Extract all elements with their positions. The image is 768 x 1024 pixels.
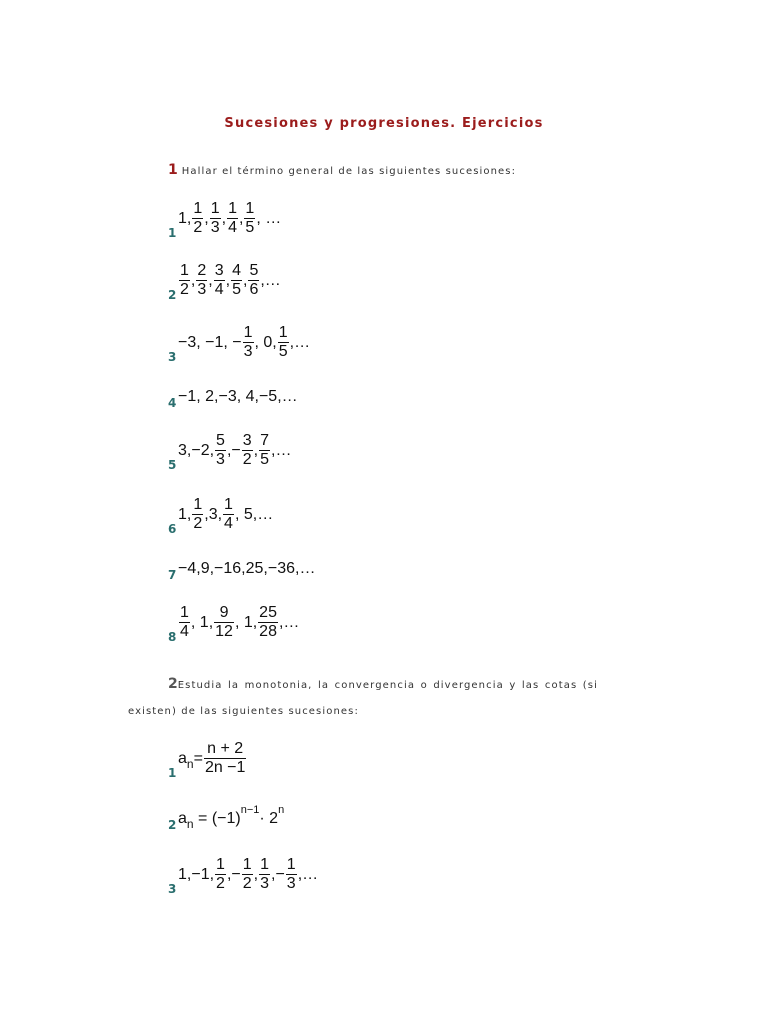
- math-text: ,…: [297, 865, 319, 883]
- sequence-item: [168, 190, 668, 240]
- math-text: ,: [221, 209, 227, 227]
- math-text: 1,−1,: [178, 865, 215, 883]
- math-text: ,: [242, 271, 248, 289]
- math-text: , 1,: [190, 613, 214, 631]
- math-superscript: n: [278, 804, 285, 816]
- denominator: 3: [243, 343, 253, 360]
- math-expression: [178, 560, 315, 578]
- sequence-item: [168, 532, 668, 582]
- item-number: 4: [168, 396, 177, 410]
- denominator: 4: [214, 281, 224, 298]
- denominator: 4: [180, 623, 189, 640]
- sequence-item: [168, 594, 668, 644]
- item-number: 1: [168, 226, 177, 240]
- math-text: , 5,…: [234, 505, 274, 523]
- numerator: 1: [242, 856, 252, 873]
- math-text: ,…: [260, 271, 281, 289]
- math-text: = (−1): [193, 810, 241, 827]
- fraction: [258, 605, 278, 640]
- exercise-number: 2: [168, 676, 178, 692]
- fraction: [243, 325, 254, 360]
- fraction: [192, 201, 203, 236]
- exercise-2-heading-line2: existen) de las siguientes sucesiones:: [128, 706, 359, 717]
- sequence-item: [168, 422, 668, 472]
- denominator: 5: [278, 343, 288, 360]
- math-expression: [178, 741, 247, 776]
- sequence-item: [168, 846, 668, 896]
- math-text: ,…: [278, 613, 300, 631]
- math-text: ,…: [289, 333, 311, 351]
- exercise-text: Estudia la monotonia, la convergencia o divergencia y las cotas (si: [177, 680, 598, 691]
- exercise-2-heading: [168, 676, 598, 692]
- numerator: 1: [193, 496, 203, 513]
- denominator: 3: [197, 281, 207, 298]
- item-number: 7: [168, 568, 177, 582]
- denominator: 12: [215, 623, 233, 640]
- math-expression: [178, 497, 273, 532]
- exercise-text: Hallar el término general de las siguientes sucesiones:: [181, 166, 517, 177]
- fraction: [231, 263, 242, 298]
- math-text: ,: [204, 209, 209, 227]
- fraction: [196, 263, 207, 298]
- math-expression: [178, 325, 310, 360]
- denominator: 4: [228, 219, 237, 236]
- fraction: [214, 263, 225, 298]
- math-text: ,: [238, 209, 244, 227]
- fraction: [227, 201, 238, 236]
- math-text: ,−: [226, 441, 241, 459]
- numerator: n + 2: [207, 740, 244, 757]
- fraction: [210, 201, 221, 236]
- denominator: 2: [193, 515, 203, 532]
- math-expression: [178, 433, 291, 468]
- math-text: 3,−2,: [178, 441, 215, 459]
- numerator: 1: [228, 200, 237, 217]
- page-title: Sucesiones y progresiones. Ejercicios: [224, 116, 544, 131]
- denominator: 28: [259, 623, 277, 640]
- numerator: 1: [210, 200, 220, 217]
- fraction: [278, 325, 289, 360]
- item-number: 1: [168, 766, 177, 780]
- math-text: ,: [253, 865, 259, 883]
- math-expression: [178, 605, 299, 640]
- math-expression: [178, 263, 281, 298]
- fraction: [215, 857, 226, 892]
- exercise-1-heading: [168, 162, 598, 178]
- fraction: [192, 497, 203, 532]
- denominator: 5: [232, 281, 241, 298]
- denominator: 2: [242, 875, 252, 892]
- denominator: 5: [260, 451, 269, 468]
- numerator: 3: [242, 432, 252, 449]
- denominator: 2: [193, 219, 203, 236]
- math-text: ,…: [271, 441, 292, 459]
- denominator: 2: [216, 875, 225, 892]
- numerator: 1: [245, 200, 255, 217]
- math-expression: [178, 857, 318, 892]
- math-text: ,: [253, 441, 259, 459]
- fraction: [179, 263, 190, 298]
- fraction: [204, 741, 246, 776]
- fraction: [286, 857, 297, 892]
- fraction: [179, 605, 190, 640]
- numerator: 1: [193, 200, 203, 217]
- math-subscript: n: [186, 817, 194, 831]
- item-number: 8: [168, 630, 177, 644]
- denominator: 2: [180, 281, 189, 298]
- math-expression: [178, 388, 298, 406]
- math-text: · 2: [259, 810, 279, 827]
- math-superscript: n−1: [240, 804, 260, 816]
- math-text: ,: [190, 271, 196, 289]
- fraction: [259, 433, 270, 468]
- item-number: 2: [168, 288, 177, 302]
- sequence-item: [168, 252, 668, 302]
- denominator: 3: [216, 451, 225, 468]
- math-text: , 1,: [234, 613, 258, 631]
- denominator: 5: [245, 219, 255, 236]
- numerator: 1: [180, 604, 189, 621]
- math-text: , …: [256, 209, 282, 227]
- denominator: 3: [210, 219, 220, 236]
- numerator: 1: [180, 262, 189, 279]
- math-subscript: n: [186, 756, 194, 771]
- item-number: 3: [168, 882, 177, 896]
- denominator: 2: [242, 451, 252, 468]
- denominator: 4: [224, 515, 233, 532]
- numerator: 1: [216, 856, 225, 873]
- math-text: a: [178, 810, 187, 827]
- sequence-item: [168, 782, 668, 832]
- sequence-item: [168, 730, 668, 780]
- numerator: 7: [260, 432, 269, 449]
- math-text: a: [178, 749, 187, 767]
- math-text: −1, 2,−3, 4,−5,…: [178, 388, 298, 405]
- fraction: [259, 857, 270, 892]
- numerator: 9: [219, 604, 229, 621]
- math-text: 1,: [178, 505, 192, 523]
- item-number: 2: [168, 818, 177, 832]
- item-number: 6: [168, 522, 177, 536]
- math-text: ,: [225, 271, 231, 289]
- math-text: ,−: [271, 865, 285, 883]
- numerator: 5: [216, 432, 225, 449]
- fraction: [242, 857, 253, 892]
- sequence-item: [168, 314, 668, 364]
- item-number: 3: [168, 350, 177, 364]
- fraction: [215, 433, 226, 468]
- denominator: 3: [286, 875, 296, 892]
- math-expression: [178, 804, 285, 831]
- math-text: =: [193, 749, 203, 767]
- numerator: 1: [260, 856, 269, 873]
- math-text: ,−: [226, 865, 241, 883]
- item-number: 5: [168, 458, 177, 472]
- fraction: [223, 497, 234, 532]
- numerator: 1: [286, 856, 296, 873]
- fraction: [244, 201, 255, 236]
- fraction: [214, 605, 234, 640]
- math-text: −3, −1, −: [178, 333, 242, 351]
- math-text: 1,: [178, 209, 192, 227]
- math-expression: [178, 201, 281, 236]
- math-text: ,: [208, 271, 213, 289]
- denominator: 6: [249, 281, 259, 298]
- sequence-item: [168, 360, 668, 410]
- numerator: 25: [259, 604, 277, 621]
- sequence-item: [168, 486, 668, 536]
- numerator: 1: [278, 324, 288, 341]
- numerator: 2: [197, 262, 207, 279]
- denominator: 3: [260, 875, 269, 892]
- math-text: ,3,: [204, 505, 223, 523]
- denominator: 2n −1: [204, 759, 246, 776]
- numerator: 4: [232, 262, 241, 279]
- math-text: , 0,: [254, 333, 277, 351]
- numerator: 5: [249, 262, 259, 279]
- numerator: 1: [243, 324, 253, 341]
- numerator: 1: [224, 496, 233, 513]
- fraction: [248, 263, 259, 298]
- numerator: 3: [214, 262, 224, 279]
- exercise-number: 1: [168, 162, 178, 178]
- fraction: [242, 433, 253, 468]
- math-text: −4,9,−16,25,−36,…: [178, 560, 316, 577]
